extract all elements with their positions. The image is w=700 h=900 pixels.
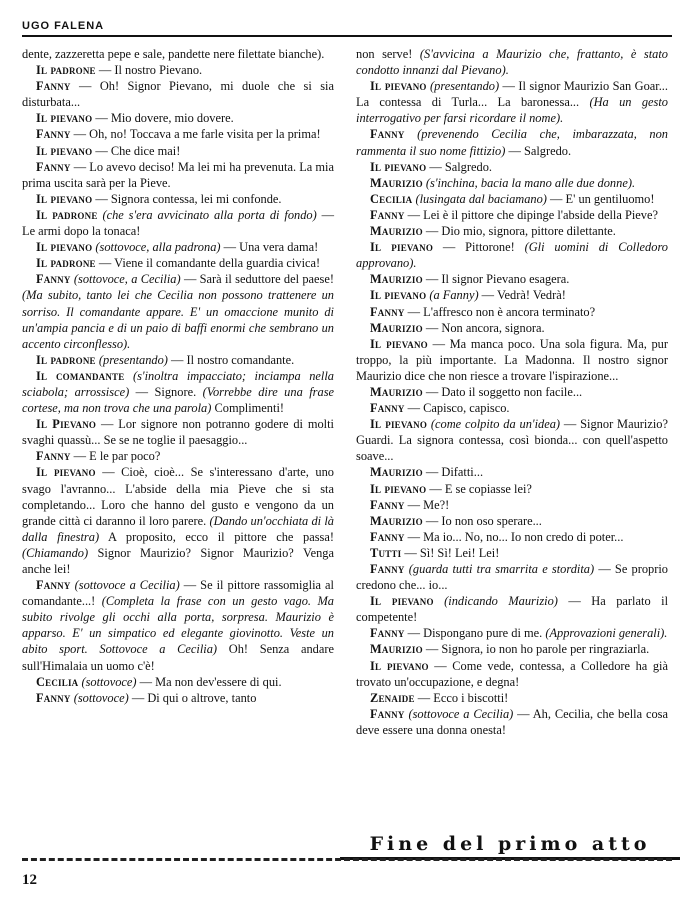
dialogue-text: — E' un gentiluomo!: [546, 191, 655, 206]
stage-direction: (Dando un'occhiata di là dalla finestra): [22, 513, 334, 544]
dialogue-text: dente, zazzeretta pepe e sale, pandette nere filettate bianche).: [22, 47, 325, 61]
dialogue-paragraph: [356, 384, 668, 400]
speaker-name: Il pievano: [36, 191, 93, 206]
stage-direction: (lusingata dal baciamano): [415, 191, 547, 206]
dialogue-text: [405, 127, 418, 141]
speaker-name: Fanny: [36, 159, 71, 174]
dialogue-paragraph: [356, 464, 668, 480]
speaker-name: Fanny: [36, 127, 71, 142]
dialogue-text: — Vedrà! Vedrà!: [478, 288, 566, 303]
speaker-name: Fanny: [370, 304, 405, 319]
dialogue-text: Oh! Senza andare sull'Himalaia un uomo c'è!: [22, 642, 334, 673]
dialogue-paragraph: [22, 674, 334, 690]
dialogue-text: — Sarà il seduttore del paese!: [180, 272, 334, 287]
dialogue-text: — Che dice mai!: [92, 143, 181, 158]
speaker-name: Il pievano: [370, 288, 427, 303]
stage-direction: (come colpito da un'idea): [430, 417, 561, 432]
speaker-name: Maurizio: [370, 224, 423, 239]
dialogue-text: — Il nostro comandante.: [167, 352, 295, 367]
dialogue-text: — Pittorone!: [433, 240, 525, 255]
dialogue-paragraph: [22, 207, 334, 239]
stage-direction: (sottovoce a Cecilia): [74, 578, 180, 593]
speaker-name: Fanny: [36, 578, 71, 593]
dialogue-paragraph: [356, 513, 668, 529]
dialogue-paragraph: [22, 690, 334, 706]
speaker-name: Il pievano: [370, 594, 434, 609]
speaker-name: Il padrone: [36, 207, 98, 222]
dialogue-text: — Capisco, capisco.: [404, 401, 510, 416]
dialogue-paragraph: [356, 706, 668, 738]
speaker-name: Fanny: [370, 562, 405, 576]
dialogue-text: — Signore.: [129, 384, 203, 399]
speaker-name: Maurizio: [370, 175, 423, 190]
dialogue-text: — Ah, Cecilia, che bella cosa deve essere una donna onesta!: [356, 706, 668, 737]
dialogue-text: — Il nostro Pievano.: [95, 63, 203, 78]
speaker-name: Fanny: [36, 690, 71, 705]
dialogue-paragraph: [356, 191, 668, 207]
dialogue-text: — Ecco i biscotti!: [414, 690, 509, 705]
stage-direction: (guarda tutti tra smarrita e stordita): [408, 562, 595, 576]
speaker-name: Il comandante: [36, 368, 125, 383]
dialogue-paragraph: [22, 416, 334, 448]
dialogue-text: — Una vera dama!: [220, 240, 319, 255]
stage-direction: (Ha un gesto interrogativo per farsi ricordare il nome).: [356, 95, 669, 126]
speaker-name: Zenaide: [370, 690, 415, 705]
dialogue-text: — Cioè, cioè... Se s'interessano d'arte, uno svago l'avranno... L'abside della mia Pieve che si sta completando... Loro che hanno del gusto e vengono da un grande città ci daranno il loro parere.: [22, 465, 334, 528]
dialogue-paragraph: [22, 271, 334, 351]
dialogue-paragraph: [356, 271, 668, 287]
stage-direction: (presentando): [98, 352, 168, 367]
header-rule: [22, 35, 672, 37]
dialogue-text: Complimenti!: [211, 401, 285, 416]
speaker-name: Fanny: [370, 529, 405, 544]
dialogue-text: — Lo avevo deciso! Ma lei mi ha prevenuta. La mia prima uscita sarà per la Pieve.: [22, 159, 334, 190]
dialogue-text: — Dispongano pure di me.: [404, 626, 546, 641]
speaker-name: Il Pievano: [36, 417, 97, 432]
dialogue-paragraph: [356, 159, 668, 175]
dialogue-text: — Signor Maurizio? Guardi. La signora contessa, così bionda... con quell'aspetto soave...: [356, 417, 668, 464]
dialogue-text: — Dio mio, signora, pittore dilettante.: [422, 224, 616, 239]
speaker-name: Il pievano: [370, 79, 427, 94]
speaker-name: Il padrone: [36, 63, 96, 78]
dialogue-text: — Salgredo.: [505, 143, 572, 158]
stage-direction: (sottovoce): [73, 690, 129, 705]
dialogue-paragraph: [356, 641, 668, 657]
stage-direction: (s'inoltra impacciato; inciampa nella sciabola; arrossisce): [22, 368, 334, 399]
dialogue-text: [124, 369, 133, 383]
dialogue-text: — Il signor Maurizio San Goar... La contessa di Turla... La baronessa...: [356, 79, 669, 110]
speaker-name: Il pievano: [36, 111, 93, 126]
dialogue-text: A proposito, ecco il pittore che passa!: [99, 529, 334, 544]
dialogue-paragraph: [356, 175, 668, 191]
stage-direction: (prevenendo Cecilia che, imbarazzata, non rammenta il suo nome fittizio): [356, 127, 668, 158]
dialogue-paragraph: [356, 126, 668, 158]
dialogue-text: Signor Maurizio? Signor Maurizio? Venga anche lei!: [22, 545, 334, 576]
dialogue-text: — Io non oso sperare...: [422, 513, 542, 528]
left-column: [22, 46, 334, 706]
page-number: 12: [22, 872, 37, 888]
dialogue-paragraph: [22, 352, 334, 368]
dialogue-text: — Signora contessa, lei mi confonde.: [92, 191, 282, 206]
speaker-name: Fanny: [370, 626, 405, 641]
dialogue-text: — Di qui o altrove, tanto: [128, 690, 257, 705]
speaker-name: Maurizio: [370, 272, 423, 287]
dialogue-text: — Come vede, contessa, a Colledore ha già trovato un'occupazione, e degna!: [356, 658, 668, 689]
speaker-name: Tutti: [370, 545, 402, 560]
speaker-name: Il pievano: [370, 159, 427, 174]
speaker-name: Cecilia: [370, 191, 413, 206]
dialogue-paragraph: [22, 110, 334, 126]
page-header: [22, 20, 672, 37]
dialogue-paragraph: [22, 78, 334, 110]
dialogue-paragraph: [22, 126, 334, 142]
speaker-name: Fanny: [36, 79, 71, 94]
dialogue-paragraph: [356, 497, 668, 513]
dialogue-paragraph: [356, 207, 668, 223]
dialogue-text: — E le par poco?: [70, 449, 161, 464]
speaker-name: Il pievano: [36, 465, 96, 480]
dialogue-text: — Ha parlato il competente!: [356, 594, 669, 625]
stage-direction: (Ma subito, tanto lei che Cecilia non possono trattenere un sorriso. Il comandante appare. E' un omaccione munito di un'ampia pancia e di un paio di baffi enormi che sembrano un accento circonflesso).: [22, 288, 334, 351]
dialogue-paragraph: [356, 481, 668, 497]
speaker-name: Maurizio: [370, 513, 423, 528]
speaker-name: Il pievano: [370, 240, 434, 255]
dialogue-text: — Ma io... No, no... Io non credo di poter...: [404, 529, 624, 544]
dialogue-paragraph: [22, 368, 334, 416]
dialogue-paragraph: [22, 448, 334, 464]
dialogue-paragraph: [356, 658, 668, 690]
stage-direction: (sottovoce): [81, 674, 137, 689]
stage-direction: (s'inchina, bacia la mano alle due donne).: [425, 175, 636, 190]
dialogue-text: [434, 594, 445, 608]
dialogue-text: — Ma non dev'essere di qui.: [136, 674, 282, 689]
dialogue-text: — Dato il soggetto non facile...: [422, 384, 583, 399]
dialogue-paragraph: [22, 46, 334, 62]
dialogue-paragraph: [356, 400, 668, 416]
dialogue-paragraph: [22, 159, 334, 191]
dialogue-paragraph: [356, 593, 668, 625]
dialogue-text: — Me?!: [404, 497, 450, 512]
dialogue-text: — Se il pittore rassomiglia al comandante...!: [22, 578, 334, 609]
speaker-name: Maurizio: [370, 642, 423, 657]
end-of-act-text: Fine del primo atto: [369, 833, 651, 855]
speaker-name: Fanny: [370, 401, 405, 416]
speaker-name: Fanny: [370, 207, 405, 222]
stage-direction: (sottovoce, alla padrona): [95, 240, 221, 255]
speaker-name: Il padrone: [36, 352, 96, 367]
dialogue-text: — Il signor Pievano esagera.: [422, 272, 570, 287]
dialogue-text: — Difatti...: [422, 465, 484, 480]
dialogue-paragraph: [22, 239, 334, 255]
dialogue-paragraph: [22, 255, 334, 271]
speaker-name: Maurizio: [370, 384, 423, 399]
speaker-name: Il pievano: [370, 417, 428, 432]
stage-direction: (Approvazioni generali).: [545, 626, 668, 641]
dialogue-text: — Le armi dopo la tonaca!: [22, 207, 335, 239]
speaker-name: Maurizio: [370, 465, 423, 480]
dialogue-paragraph: [356, 287, 668, 303]
dialogue-text: — Oh, no! Toccava a me farle visita per la prima!: [70, 127, 321, 142]
dialogue-paragraph: [356, 336, 668, 384]
speaker-name: Fanny: [370, 706, 405, 721]
stage-direction: (sottovoce a Cecilia): [408, 706, 514, 721]
dialogue-paragraph: [356, 304, 668, 320]
speaker-name: Il pievano: [370, 481, 427, 496]
dialogue-paragraph: [356, 625, 668, 641]
dialogue-text: — Salgredo.: [426, 159, 492, 174]
dialogue-paragraph: [356, 78, 668, 126]
dialogue-paragraph: [22, 464, 334, 577]
dialogue-text: — Se proprio credono che... io...: [356, 562, 668, 593]
dialogue-paragraph: [356, 545, 668, 561]
dialogue-text: — L'affresco non è ancora terminato?: [404, 304, 596, 319]
stage-direction: (Completa la frase con un gesto vago. Ma subito rivolge gli occhi alla porta, sorpresa. Maurizio è apparso. E' un simpatico ed elegante giovinotto. Veste un abito sport. Sottovoce a Cecilia): [22, 594, 334, 657]
dialogue-text: — Oh! Signor Pievano, mi duole che si sia disturbata...: [22, 79, 334, 110]
dialogue-paragraph: [22, 191, 334, 207]
dialogue-paragraph: [356, 320, 668, 336]
dialogue-paragraph: [22, 143, 334, 159]
stage-direction: (a Fanny): [429, 288, 479, 303]
dialogue-text: — Sì! Sì! Lei! Lei!: [401, 545, 500, 560]
dialogue-text: — Ma manca poco. Una sola figura. Ma, pur troppo, la più importante. La Madonna. Il nostro signor Maurizio dice che non riesce a trovare l'ispirazione...: [356, 336, 669, 383]
speaker-name: Fanny: [370, 127, 405, 142]
speaker-name: Il pievano: [36, 143, 93, 158]
dialogue-paragraph: [356, 690, 668, 706]
dialogue-text: — Lei è il pittore che dipinge l'abside della Pieve?: [404, 207, 658, 222]
dialogue-text: — Non ancora, signora.: [422, 320, 545, 335]
end-of-act-banner: [340, 833, 680, 860]
stage-direction: (indicando Maurizio): [444, 594, 558, 609]
speaker-name: Il pievano: [36, 240, 93, 255]
speaker-name: Fanny: [36, 272, 71, 287]
dialogue-text: — Viene il comandante della guardia civica!: [95, 256, 321, 271]
dialogue-text: — E se copiasse lei?: [426, 481, 532, 496]
dialogue-text: — Mio dovere, mio dovere.: [92, 111, 234, 126]
dialogue-paragraph: [356, 529, 668, 545]
stage-direction: (S'avvicina a Maurizio che, frattanto, è stato condotto innanzi dal Pievano).: [356, 47, 668, 78]
speaker-name: Maurizio: [370, 320, 423, 335]
speaker-name: Fanny: [36, 449, 71, 464]
stage-direction: (sottovoce, a Cecilia): [73, 272, 181, 287]
speaker-name: Fanny: [370, 497, 405, 512]
dialogue-paragraph: [356, 561, 668, 593]
stage-direction: (Gli uomini di Colledoro approvano).: [356, 240, 668, 271]
dialogue-paragraph: [356, 46, 668, 78]
speaker-name: Il pievano: [370, 658, 429, 673]
stage-direction: (presentando): [430, 79, 500, 94]
stage-direction: (Vorrebbe dire una frase cortese, ma non trova che una parola): [22, 384, 335, 416]
dialogue-paragraph: [22, 62, 334, 78]
dialogue-paragraph: [356, 416, 668, 464]
dialogue-paragraph: [356, 223, 668, 239]
dialogue-text: — Signora, io non ho parole per ringraziarla.: [422, 642, 650, 657]
footer-rule: [22, 858, 672, 861]
stage-direction: (Chiamando): [22, 545, 89, 560]
speaker-name: Cecilia: [36, 674, 79, 689]
dialogue-paragraph: [22, 577, 334, 674]
dialogue-text: non serve!: [356, 47, 420, 61]
speaker-name: Il padrone: [36, 256, 96, 271]
stage-direction: (che s'era avvicinato alla porta di fondo): [102, 207, 317, 222]
dialogue-text: — Lor signore non potranno godere di molti svaghi quassù... Se se ne toglie il paesaggio...: [22, 417, 334, 448]
dialogue-paragraph: [356, 239, 668, 271]
speaker-name: Il pievano: [370, 336, 428, 351]
right-column: [356, 46, 668, 738]
running-head-author: UGO FALENA: [22, 20, 105, 32]
